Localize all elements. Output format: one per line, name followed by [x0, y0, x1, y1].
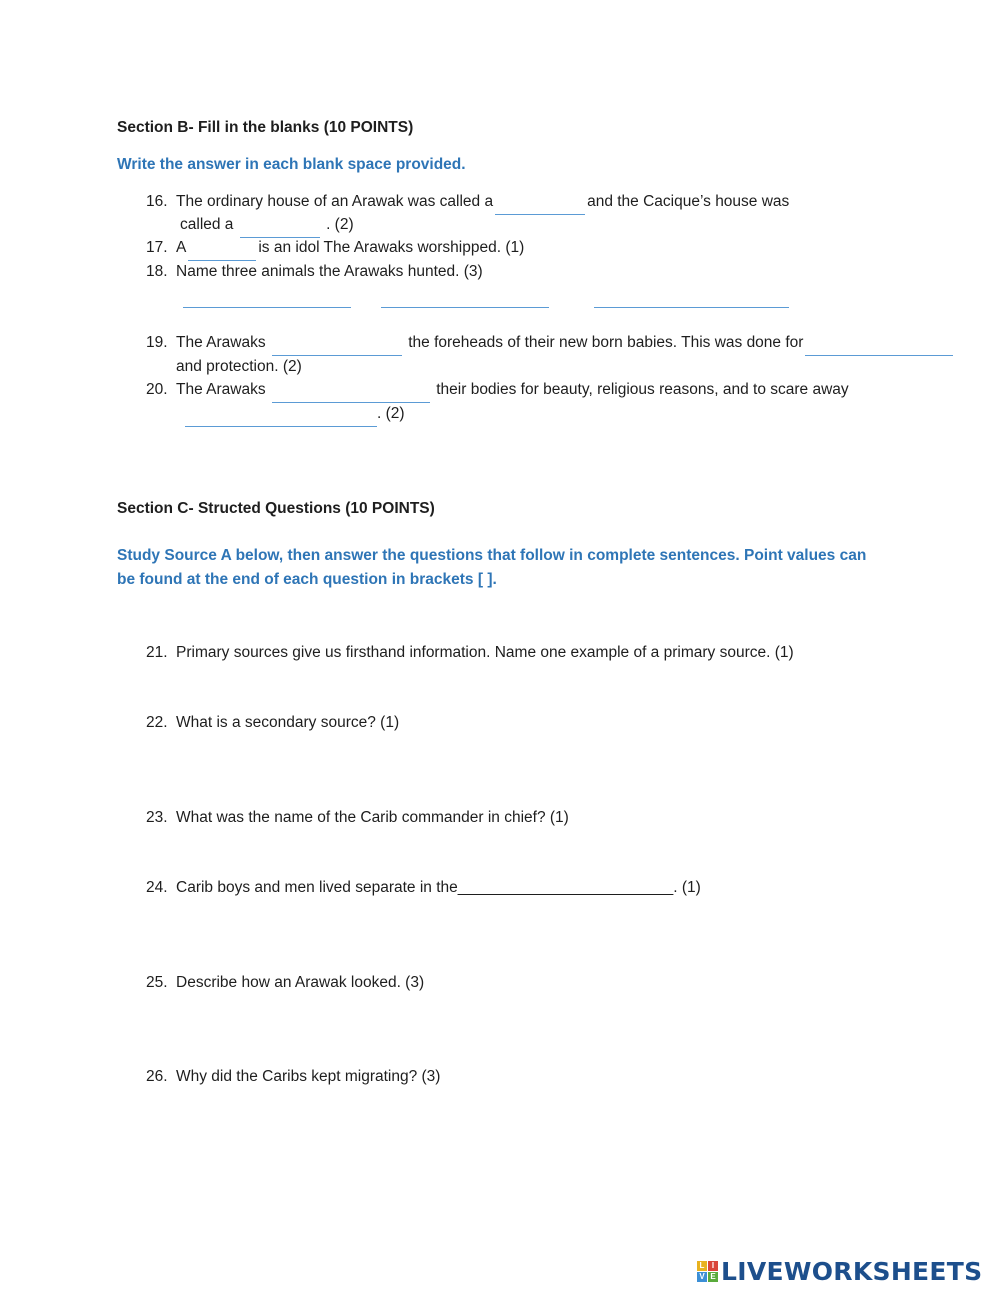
q18-blank-animal-2[interactable] [381, 289, 549, 308]
q17-blank-idol[interactable] [188, 242, 256, 261]
logo-tile-i: I [708, 1261, 718, 1271]
question-16-text-d: . (2) [326, 216, 354, 233]
question-18-number: 18. [146, 263, 168, 280]
section-c-heading: Section C- Structed Questions (10 POINTS) [117, 500, 435, 517]
question-19-text-c: and protection. (2) [176, 358, 302, 375]
q16-blank-cacique-house[interactable] [240, 219, 320, 238]
question-19-text-b: the foreheads of their new born babies. This was done for [408, 334, 804, 351]
question-20-text-b: their bodies for beauty, religious reasons, and to scare away [436, 381, 849, 398]
question-23-text: What was the name of the Carib commander in chief? (1) [176, 809, 569, 826]
question-16-text-c: called a [180, 216, 234, 233]
question-26-number: 26. [146, 1068, 168, 1085]
question-18-text: Name three animals the Arawaks hunted. (3) [176, 263, 483, 280]
question-25-text: Describe how an Arawak looked. (3) [176, 974, 425, 991]
logo-tile-e: E [708, 1272, 718, 1282]
section-b-instruction: Write the answer in each blank space provided. [117, 156, 466, 173]
q20-blank-scare[interactable] [185, 408, 377, 427]
question-23-number: 23. [146, 809, 168, 826]
question-25-number: 25. [146, 974, 168, 991]
q18-blank-animal-1[interactable] [183, 289, 351, 308]
section-c-instruction-line2: be found at the end of each question in brackets [ ]. [117, 571, 497, 588]
section-b-heading: Section B- Fill in the blanks (10 POINTS) [117, 119, 414, 136]
question-24-text: Carib boys and men lived separate in the_________________________. (1) [176, 879, 701, 896]
logo-wordmark: LIVEWORKSHEETS [721, 1256, 983, 1286]
question-20-line2 [185, 404, 405, 424]
q20-blank-action[interactable] [272, 384, 430, 403]
question-16-line2 [180, 215, 354, 235]
q19-blank-action[interactable] [272, 337, 402, 356]
question-17-number: 17. [146, 239, 168, 256]
q19-blank-reason[interactable] [805, 337, 953, 356]
question-22-number: 22. [146, 714, 168, 731]
logo-tiles-icon [697, 1261, 718, 1282]
liveworksheets-logo [697, 1256, 982, 1286]
section-c-instruction-line1: Study Source A below, then answer the questions that follow in complete sentences. Point values can [117, 547, 867, 564]
question-22-text: What is a secondary source? (1) [176, 714, 400, 731]
logo-tile-v: V [697, 1272, 707, 1282]
q16-blank-house[interactable] [495, 196, 585, 215]
question-24-number: 24. [146, 879, 168, 896]
question-16-text-b: and the Cacique’s house was [587, 193, 790, 210]
question-20-text-c: . (2) [377, 405, 405, 422]
question-16-number: 16. [146, 193, 168, 210]
question-26-text: Why did the Caribs kept migrating? (3) [176, 1068, 441, 1085]
logo-tile-l: L [697, 1261, 707, 1271]
question-19-text-a: The Arawaks [176, 334, 266, 351]
question-21-text: Primary sources give us firsthand information. Name one example of a primary source. (1) [176, 644, 794, 661]
question-17-text-a: A [176, 239, 187, 256]
question-16-text-a: The ordinary house of an Arawak was called a [176, 193, 494, 210]
question-20-text-a: The Arawaks [176, 381, 266, 398]
question-21-number: 21. [146, 644, 168, 661]
question-19-number: 19. [146, 334, 168, 351]
q18-blank-animal-3[interactable] [594, 289, 789, 308]
question-17-text-b: is an idol The Arawaks worshipped. (1) [258, 239, 525, 256]
question-20-number: 20. [146, 381, 168, 398]
